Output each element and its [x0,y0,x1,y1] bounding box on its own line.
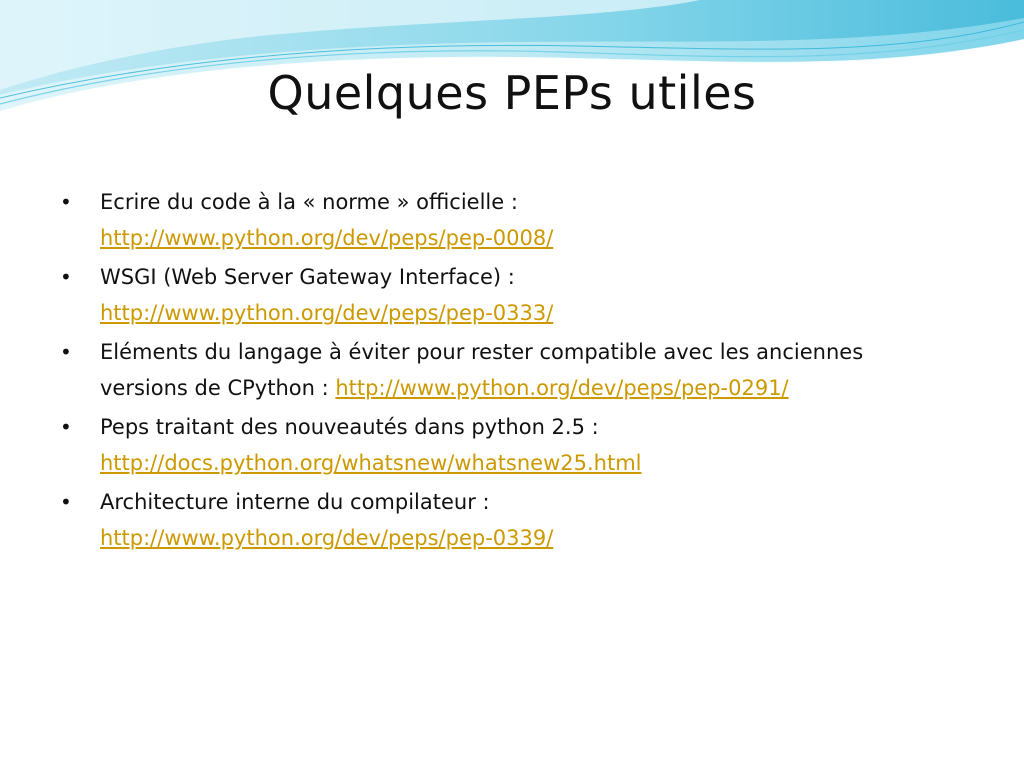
bullet-text: Eléments du langage à éviter pour rester compatible avec les anciennes [100,340,864,364]
link-pep-0291[interactable]: http://www.python.org/dev/peps/pep-0291/ [335,376,789,400]
link-pep-0339[interactable]: http://www.python.org/dev/peps/pep-0339/ [100,526,554,550]
bullet-list [58,184,958,559]
list-item [58,259,958,331]
list-item [58,334,958,406]
link-pep-0333[interactable]: http://www.python.org/dev/peps/pep-0333/ [100,301,554,325]
link-whatsnew25[interactable]: http://docs.python.org/whatsnew/whatsnew25.html [100,451,642,475]
list-item [58,484,958,556]
bullet-dot-icon: • [60,415,72,439]
list-item [58,409,958,481]
bullet-text: Peps traitant des nouveautés dans python 2.5 : [100,415,599,439]
bullet-dot-icon: • [60,190,72,214]
link-pep-0008[interactable]: http://www.python.org/dev/peps/pep-0008/ [100,226,554,250]
bullet-text: Architecture interne du compilateur : [100,490,490,514]
list-item [58,184,958,256]
bullet-text-continued: versions de CPython : [100,376,336,400]
bullet-dot-icon: • [60,490,72,514]
bullet-dot-icon: • [60,265,72,289]
bullet-dot-icon: • [60,340,72,364]
slide-title: Quelques PEPs utiles [267,66,757,120]
bullet-text: Ecrire du code à la « norme » officielle : [100,190,518,214]
bullet-text: WSGI (Web Server Gateway Interface) : [100,265,515,289]
